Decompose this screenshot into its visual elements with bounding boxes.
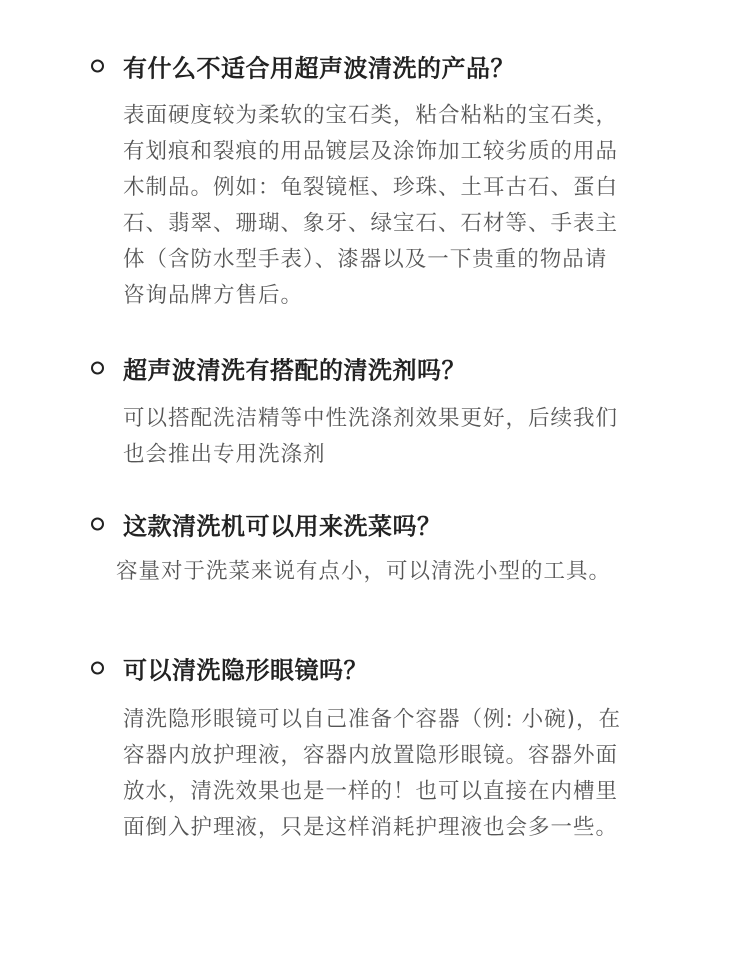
circle-bullet-icon xyxy=(91,518,104,531)
faq-question: 可以清洗隐形眼镜吗？ xyxy=(123,656,368,685)
faq-answer xyxy=(123,98,668,314)
answer-line: 容量对于洗菜来说有点小，可以清洗小型的工具。 xyxy=(116,559,612,584)
faq-item-3 xyxy=(0,504,750,584)
answer-line: 也会推出专用洗涤剂 xyxy=(123,442,326,467)
faq-item-4 xyxy=(0,648,750,840)
faq-item-1 xyxy=(0,46,750,308)
faq-question-row xyxy=(0,648,750,688)
faq-question: 这款清洗机可以用来洗菜吗？ xyxy=(123,512,442,541)
answer-line: 咨询品牌方售后。 xyxy=(123,283,304,308)
faq-answer xyxy=(123,401,668,473)
answer-line: 面倒入护理液，只是这样消耗护理液也会多一些。 xyxy=(123,815,619,840)
faq-question: 超声波清洗有搭配的清洗剂吗？ xyxy=(123,356,466,385)
faq-question-row xyxy=(0,504,750,544)
circle-bullet-icon xyxy=(91,662,104,675)
faq-answer xyxy=(123,702,668,846)
answer-line: 容器内放护理液，容器内放置隐形眼镜。容器外面 xyxy=(123,743,619,768)
answer-line: 木制品。例如：龟裂镜框、珍珠、土耳古石、蛋白 xyxy=(123,175,619,200)
answer-line: 表面硬度较为柔软的宝石类，粘合粘粘的宝石类， xyxy=(123,103,619,128)
faq-item-2 xyxy=(0,348,750,467)
answer-line: 石、翡翠、珊瑚、象牙、绿宝石、石材等、手表主 xyxy=(123,211,619,236)
faq-answer xyxy=(116,554,661,590)
circle-bullet-icon xyxy=(91,362,104,375)
answer-line: 可以搭配洗洁精等中性洗涤剂效果更好，后续我们 xyxy=(123,406,619,431)
circle-bullet-icon xyxy=(91,60,104,73)
answer-line: 清洗隐形眼镜可以自己准备个容器（例: 小碗)，在 xyxy=(123,707,621,732)
answer-line: 有划痕和裂痕的用品镀层及涂饰加工较劣质的用品 xyxy=(123,139,619,164)
faq-question-row xyxy=(0,46,750,86)
answer-line: 放水，清洗效果也是一样的！也可以直接在内槽里 xyxy=(123,779,619,804)
answer-line: 体（含防水型手表）、漆器以及一下贵重的物品请 xyxy=(123,247,608,272)
faq-question-row xyxy=(0,348,750,388)
faq-question: 有什么不适合用超声波清洗的产品？ xyxy=(123,54,515,83)
